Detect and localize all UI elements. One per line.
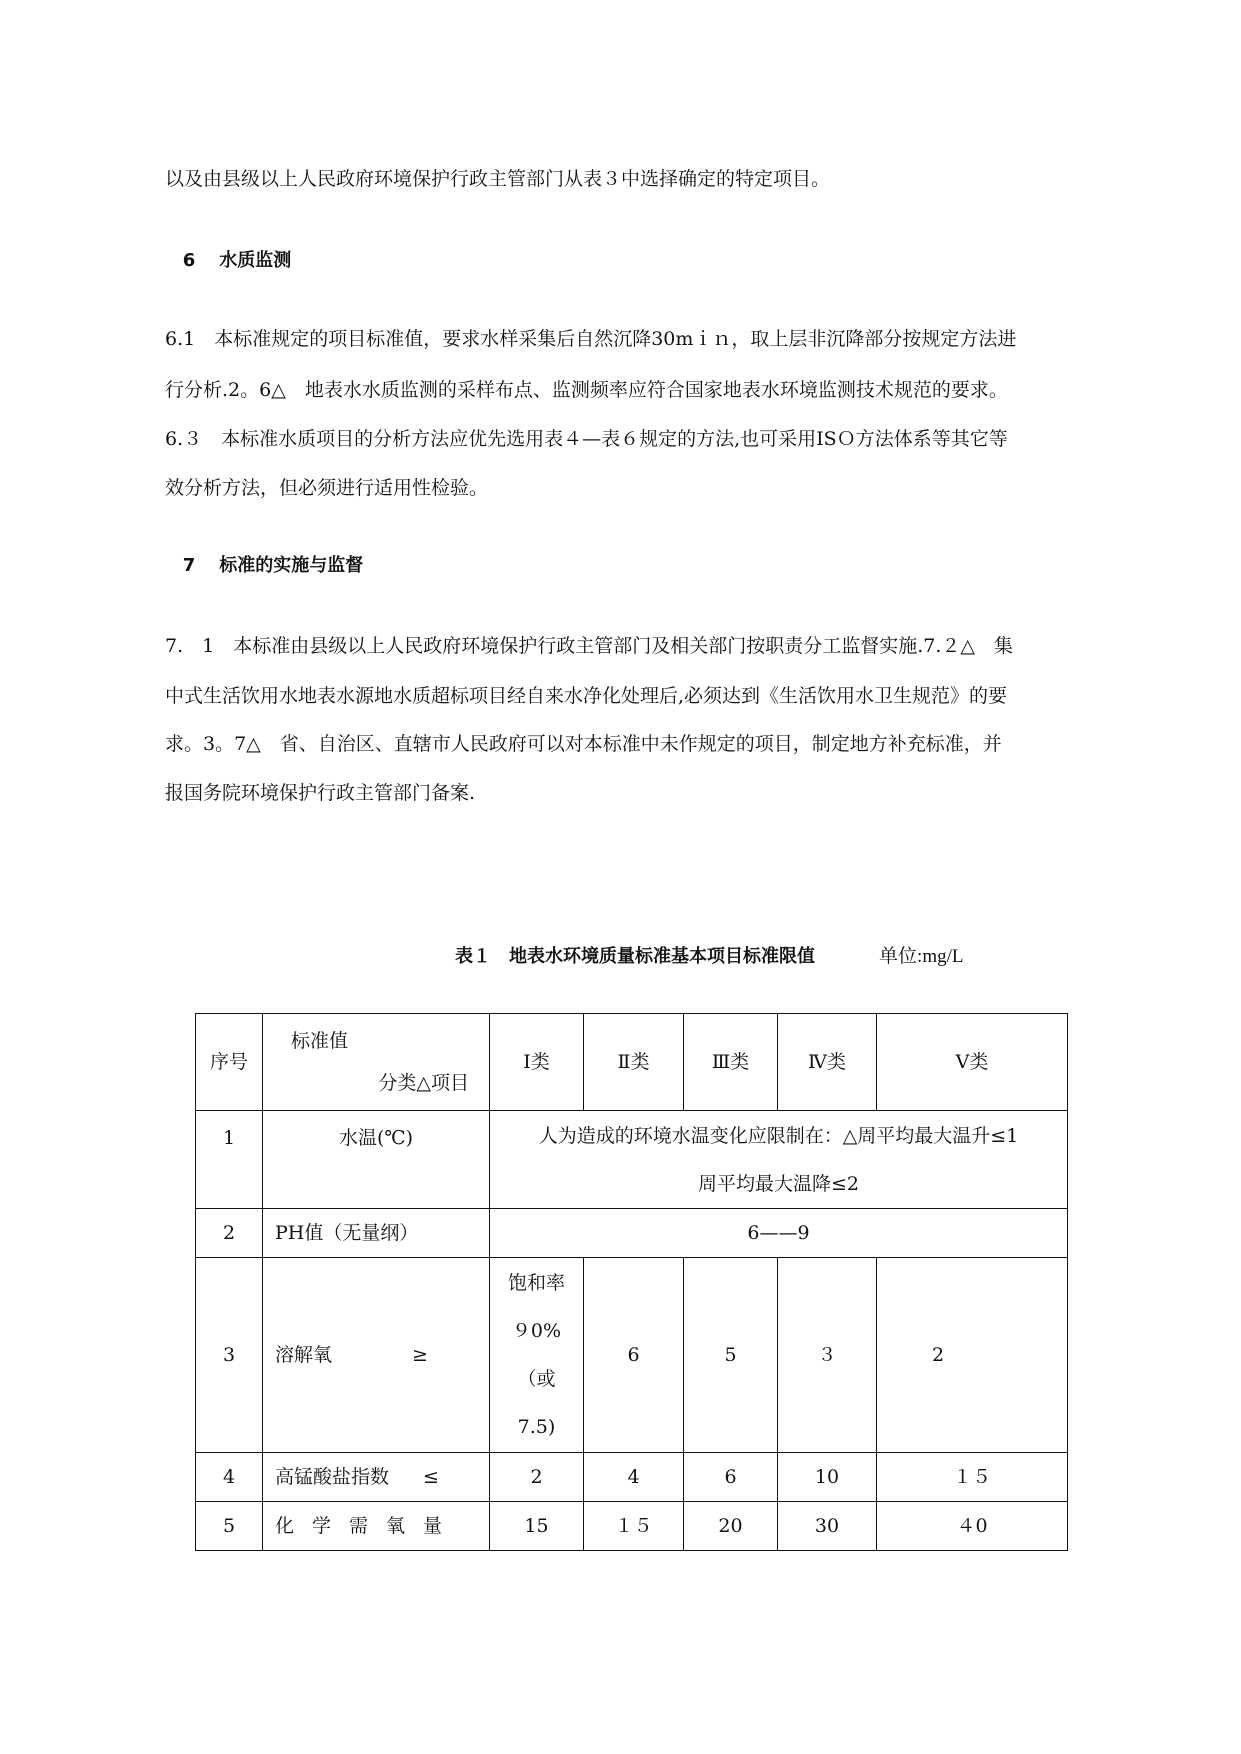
header-diag-top: 标准值 [291,1030,349,1052]
row-item-cell [263,1453,490,1502]
table-row [196,1209,1068,1258]
row-item: 水温(℃) [263,1111,490,1209]
row-sign: ≤ [423,1466,439,1488]
row-class-3: 6 [684,1453,778,1502]
cell-line: ９0% [511,1320,562,1342]
header-seq: 序号 [196,1014,263,1111]
paragraph-line: 以及由县级以上人民政府环境保护行政主管部门从表３中选择确定的特定项目。 [165,168,831,190]
paragraph-line: 6.1 本标准规定的项目标准值，要求水样采集后自然沉降30mｉｎ，取上层非沉降部分按规定方法进 [165,328,1017,350]
table-unit: 单位:mg/L [879,946,964,967]
header-class-3: Ⅲ类 [684,1014,778,1111]
header-class-1: Ⅰ类 [490,1014,584,1111]
row-seq: 1 [196,1111,263,1209]
header-diagonal-cell [263,1014,490,1111]
row-seq: 3 [196,1258,263,1453]
row-class-5: ４0 [877,1502,1068,1551]
cell-line: 7.5) [517,1416,556,1438]
paragraph-line: 求。3。7△ 省、自治区、直辖市人民政府可以对本标准中未作规定的项目，制定地方补充标准，并 [165,733,1002,755]
row-class-1: 2 [490,1453,584,1502]
row-class-2: 6 [584,1258,684,1453]
standard-limits-table [195,1013,1068,1551]
row-class-4: ３ [778,1258,877,1453]
header-diag-bottom: 分类△项目 [378,1072,469,1094]
row-span-value [490,1111,1068,1209]
table-header-row [196,1014,1068,1111]
row-class-2: 4 [584,1453,684,1502]
span-line: 周平均最大温降≤2 [697,1172,859,1195]
row-class-5: 2 [877,1258,1068,1453]
section-number: 6 [182,250,196,271]
row-item: 高锰酸盐指数 [275,1466,390,1488]
paragraph-line: 行分析.2。6△ 地表水水质监测的采样布点、监测频率应符合国家地表水环境监测技术规范的要求。 [165,379,1008,401]
header-class-5: Ⅴ类 [877,1014,1068,1111]
section-title: 水质监测 [219,250,292,271]
paragraph-line: 7. 1 本标准由县级以上人民政府环境保护行政主管部门及相关部门按职责分工监督实施.7.２△ 集 [165,635,1013,657]
row-item-cell [263,1258,490,1453]
row-class-4: 10 [778,1453,877,1502]
section-title: 标准的实施与监督 [219,555,364,576]
row-class-5: １５ [877,1453,1068,1502]
row-class-1: 15 [490,1502,584,1551]
paragraph-line: 效分析方法，但必须进行适用性检验。 [165,477,489,499]
row-span-value: 6——9 [490,1209,1068,1258]
row-item: 化学需氧量 [263,1502,490,1551]
section-heading-7 [165,552,1085,580]
row-seq: 4 [196,1453,263,1502]
row-class-3: 20 [684,1502,778,1551]
row-item: 溶解氧 [275,1344,333,1366]
row-seq: 2 [196,1209,263,1258]
cell-line: （或 [517,1368,556,1390]
table-row [196,1502,1068,1551]
row-class-3: 5 [684,1258,778,1453]
table-title: 表１ 地表水环境质量标准基本项目标准限值 [455,946,815,967]
span-line: 人为造成的环境水温变化应限制在：△周平均最大温升≤1 [538,1124,1019,1147]
row-class-1 [490,1258,584,1453]
table-row [196,1111,1068,1209]
row-class-2: １５ [584,1502,684,1551]
paragraph-line: 报国务院环境保护行政主管部门备案. [165,782,476,804]
table-row [196,1258,1068,1453]
row-class-4: 30 [778,1502,877,1551]
row-seq: 5 [196,1502,263,1551]
row-item: PH值（无量纲） [263,1209,490,1258]
paragraph-line: 6.３ 本标准水质项目的分析方法应优先选用表４—表６规定的方法,也可采用ISＯ方法体系等其它等 [165,428,1008,450]
table-row [196,1453,1068,1502]
section-heading-6 [165,247,1085,275]
paragraph-line: 中式生活饮用水地表水源地水质超标项目经自来水净化处理后,必须达到《生活饮用水卫生规范》的要 [165,685,1008,707]
header-class-4: Ⅳ类 [778,1014,877,1111]
header-class-2: Ⅱ类 [584,1014,684,1111]
cell-line: 饱和率 [507,1272,565,1294]
section-number: 7 [182,555,196,576]
table-caption [455,942,964,971]
row-sign: ≥ [412,1344,428,1366]
